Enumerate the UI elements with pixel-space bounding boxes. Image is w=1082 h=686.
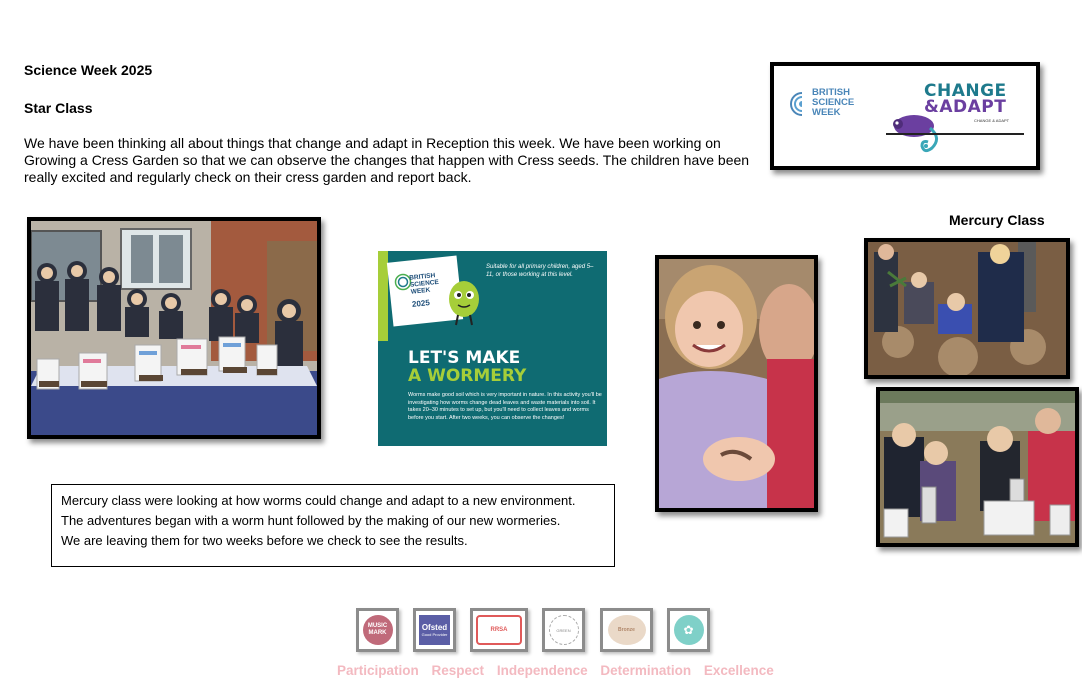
poster-title-line2: A WORMERY — [408, 366, 527, 386]
rights-respecting-badge — [470, 608, 528, 652]
change-adapt-subtitle: CHANGE & ADAPT — [974, 118, 1010, 123]
mercury-text-line: The adventures began with a worm hunt followed by the making of our new wormeries. — [61, 513, 561, 528]
green-school-logo: GREEN — [549, 615, 579, 645]
british-science-week-banner — [770, 62, 1040, 170]
ofsted-logo — [419, 615, 450, 645]
poster-title-line1: LET'S MAKE — [408, 348, 521, 368]
child-holding-worm-photo — [655, 255, 818, 512]
mercury-text-line: Mercury class were looking at how worms could change and adapt to a new environment. — [61, 493, 576, 508]
blob-mascot-icon — [444, 277, 484, 329]
value-participation: Participation — [337, 663, 419, 678]
school-values — [337, 663, 774, 678]
bronze-award-badge — [600, 608, 653, 652]
banner-divider — [886, 133, 1024, 135]
wormery-activity-poster — [378, 251, 607, 446]
value-respect: Respect — [431, 663, 485, 678]
worm-hunt-photo — [864, 238, 1070, 379]
ofsted-badge — [413, 608, 456, 652]
cress-garden-photo — [27, 217, 321, 439]
star-class-heading: Star Class — [24, 100, 93, 116]
poster-body-text: Worms make good soil which is very important in nature. In this activity you'll be investigating how worms change dead leaves and waste materials into soil. It takes 20–30 minutes to set up, but you'll need to collect leaves and worms before you start. After two weeks, you can observe the changes! — [408, 392, 602, 421]
value-excellence: Excellence — [703, 663, 774, 678]
value-independence: Independence — [496, 663, 588, 678]
ofsted-sublabel: Good Provider — [421, 632, 448, 637]
mercury-class-text-box — [51, 484, 615, 567]
rights-respecting-logo: RRSA — [476, 615, 522, 645]
bronze-award-logo: Bronze — [608, 615, 646, 645]
eco-schools-icon: ✿ — [674, 615, 704, 645]
value-determination: Determination — [600, 663, 692, 678]
music-mark-badge — [356, 608, 399, 652]
poster-suitability-text: Suitable for all primary children, aged 5–11, or those working at this level. — [486, 264, 594, 278]
chameleon-icon — [886, 106, 946, 156]
worm-hunt-image — [868, 242, 1066, 375]
page-title: Science Week 2025 — [24, 62, 153, 78]
mercury-text-line: We are leaving them for two weeks before we check to see the results. — [61, 533, 468, 548]
wormery-making-image — [880, 391, 1075, 543]
wormery-making-photo — [876, 387, 1079, 547]
adapt-word: &ADAPT — [924, 97, 1007, 117]
eco-schools-badge — [667, 608, 710, 652]
ofsted-label: Ofsted — [421, 623, 448, 632]
change-word: CHANGE — [924, 81, 1007, 101]
music-mark-logo: MUSIC MARK — [363, 615, 393, 645]
cress-garden-image — [31, 221, 317, 435]
green-school-badge — [542, 608, 585, 652]
poster-logo-year: 2025 — [411, 298, 431, 309]
child-worm-image — [659, 259, 814, 508]
bsw-logo-text: BRITISH SCIENCE WEEK — [812, 87, 855, 118]
star-class-paragraph: We have been thinking all about things that change and adapt in Reception this week. We have been working on Growing a Cress Garden so that we can observe the changes that happen with Cress seeds. The children have been really excited and regularly check on their cress garden and report back. — [24, 135, 750, 185]
mercury-class-heading: Mercury Class — [949, 212, 1045, 228]
poster-logo-text: BRITISH SCIENCE WEEK — [408, 272, 440, 296]
